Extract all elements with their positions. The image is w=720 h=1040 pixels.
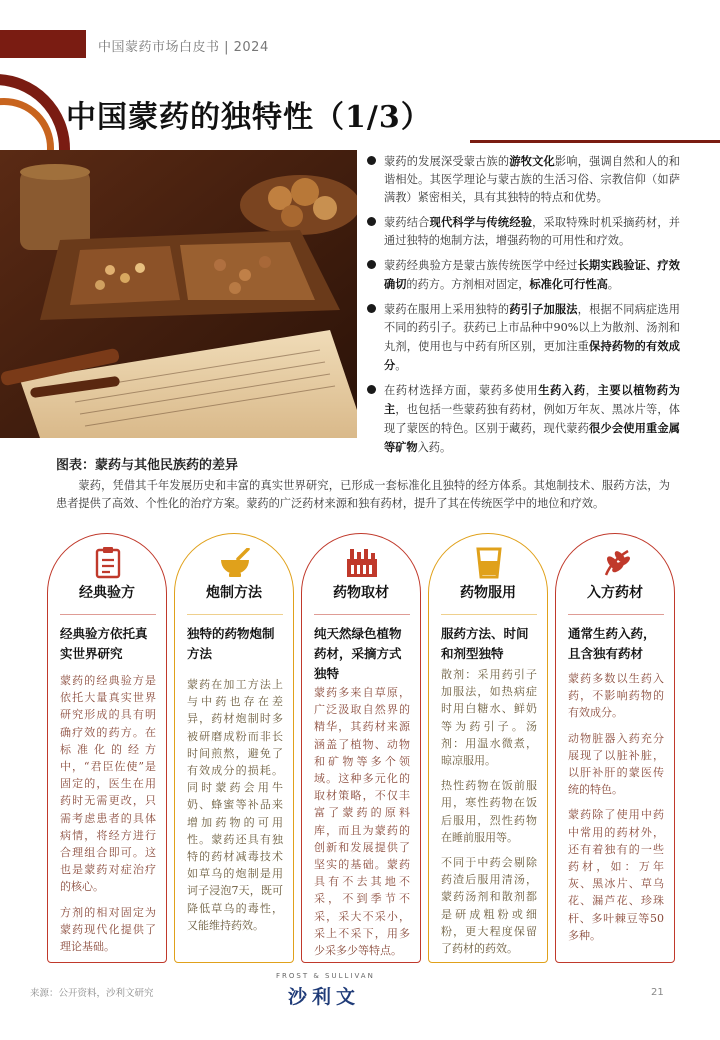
card-subtitle: 服药方法、时间和剂型独特 xyxy=(441,626,529,661)
card-paragraph: 蒙药多数以生药入药，不影响药物的有效成分。 xyxy=(568,672,664,720)
report-title: 中国蒙药市场白皮书 | 2024 xyxy=(98,40,269,55)
card-ingredients xyxy=(555,533,675,963)
card-body xyxy=(187,676,283,942)
card-title: 药物取材 xyxy=(333,585,389,601)
card-paragraph: 方剂的相对固定为蒙药现代化提供了理论基础。 xyxy=(60,905,156,954)
bullet-item: 蒙药经典验方是蒙古族传统医学中经过长期实践验证、疗效确切的药方。方剂相对固定，标准化可行性高。 xyxy=(364,256,680,294)
herbal-medicine-photo xyxy=(0,150,357,438)
card-title: 炮制方法 xyxy=(206,585,262,601)
intro-paragraph: 蒙药，凭借其千年发展历史和丰富的真实世界研究，已形成一套标准化且独特的经方体系。其炮制技术、服药方法，为患者提供了高效、个性化的治疗方案。蒙药的广泛药材来源和独有药材，提升了其在传统医学中的地位和疗效。 xyxy=(56,479,670,510)
card-paragraph: 不同于中药会剔除药渣后服用清汤，蒙药汤剂和散剂都是研成粗粉或细粉，更大程度保留了药材的药效。 xyxy=(441,856,537,956)
card-processing-method xyxy=(174,533,294,963)
page-title: 中国蒙药的独特性（1/3） xyxy=(66,100,432,135)
card-subtitle: 纯天然绿色植物药材，采摘方式独特 xyxy=(314,626,402,681)
card-title: 药物服用 xyxy=(460,585,516,601)
mortar-icon xyxy=(217,546,253,580)
card-administration xyxy=(428,533,548,963)
card-title: 入方药材 xyxy=(587,585,643,601)
card-paragraph: 蒙药除了使用中药中常用的药材外，还有着独有的一些药材，如：万年灰、黑冰片、草乌花、漏芦花、珍珠杆、多叶棘豆等50多种。 xyxy=(568,808,664,942)
source-note: 来源：公开资料，沙利文研究 xyxy=(30,988,154,999)
card-paragraph: 蒙药在加工方法上与中药也存在差异，药材炮制时多被研磨成粉而非长时间煎熬，避免了有效成分的损耗。同时蒙药会用牛奶、蜂蜜等补品来增加药物的可用性。蒙药还具有独特的药材减毒技术如草乌的炮制是用诃子浸泡7天，既可降低草乌的毒性，又能维持药效。 xyxy=(187,678,283,932)
header-accent-bar xyxy=(0,30,86,58)
card-paragraph: 动物脏器入药充分展现了以脏补脏，以肝补肝的蒙医传统的特色。 xyxy=(568,731,664,797)
card-paragraph: 蒙药的经典验方是依托大量真实世界研究形成的具有明确疗效的药方。在标准化的经方中，“君臣佐使”是固定的，医生在用药时无需更改，只需考虑患者的具体病情，将经方进行合理组合即可。这也是蒙药对症治疗的核心。 xyxy=(60,674,156,894)
company-logo-latin: FROST & SULLIVAN xyxy=(276,972,375,980)
leaf-icon xyxy=(598,546,634,580)
cup-icon xyxy=(471,546,507,580)
factory-icon xyxy=(344,546,380,580)
card-body xyxy=(60,672,156,963)
page-number: 21 xyxy=(651,987,664,998)
card-title: 经典验方 xyxy=(79,585,135,601)
bullet-item: 蒙药在服用上采用独特的药引子加服法，根据不同病症选用不同的药引子。获药已上市品种中90%以上为散剂、汤剂和丸剂，使用也与中药有所区别，更加注重保持药物的有效成分。 xyxy=(364,300,680,375)
card-divider xyxy=(314,614,410,615)
card-material-sourcing xyxy=(301,533,421,963)
card-body xyxy=(568,670,664,952)
card-divider xyxy=(568,614,664,615)
title-underline xyxy=(470,140,720,143)
card-body xyxy=(314,684,410,963)
card-classic-formula xyxy=(47,533,167,963)
feature-bullet-list xyxy=(364,152,680,463)
card-paragraph: 热性药物在饭前服用，寒性药物在饭后服用，烈性药物在睡前服用等。 xyxy=(441,779,537,844)
card-subtitle: 经典验方依托真实世界研究 xyxy=(60,626,148,661)
bullet-item: 蒙药的发展深受蒙古族的游牧文化影响，强调自然和人的和谐相处。其医学理论与蒙古族的生活习俗、宗教信仰（如萨满教）紧密相关，具有其独特的特点和优势。 xyxy=(364,152,680,207)
figure-caption: 图表：蒙药与其他民族药的差异 xyxy=(56,458,239,473)
card-paragraph: 散剂：采用药引子加服法，如热病症时用白糖水、鲜奶等为药引子。汤剂：用温水微煮，晾凉服用。 xyxy=(441,668,537,768)
card-body xyxy=(441,666,537,963)
card-divider xyxy=(187,614,283,615)
comparison-cards xyxy=(47,533,677,963)
card-divider xyxy=(60,614,156,615)
card-divider xyxy=(441,614,537,615)
company-logo: 沙利文 xyxy=(288,986,361,1008)
document-icon xyxy=(90,546,126,580)
card-subtitle: 独特的药物炮制方法 xyxy=(187,626,275,661)
bullet-item: 蒙药结合现代科学与传统经验，采取特殊时机采摘药材，并通过独特的炮制方法，增强药物的可用性和疗效。 xyxy=(364,213,680,250)
card-subtitle: 通常生药入药，且含独有药材 xyxy=(568,626,656,661)
bullet-item: 在药材选择方面，蒙药多使用生药入药，主要以植物药为主，也包括一些蒙药独有药材，例如万年灰、黑冰片等，体现了蒙医的特色。区别于藏药，现代蒙药很少会使用重金属等矿物入药。 xyxy=(364,381,680,457)
card-paragraph: 蒙药多来自草原，广泛汲取自然界的精华，其药材来源涵盖了植物、动物和矿物等多个领域。这种多元化的取材策略，不仅丰富了蒙药的原料库，而且为蒙药的创新和发展提供了坚实的基础。蒙药具有不去其地不采，不到季节不采，采大不采小，采上不采下，用多少采多少等特点。 xyxy=(314,686,410,958)
